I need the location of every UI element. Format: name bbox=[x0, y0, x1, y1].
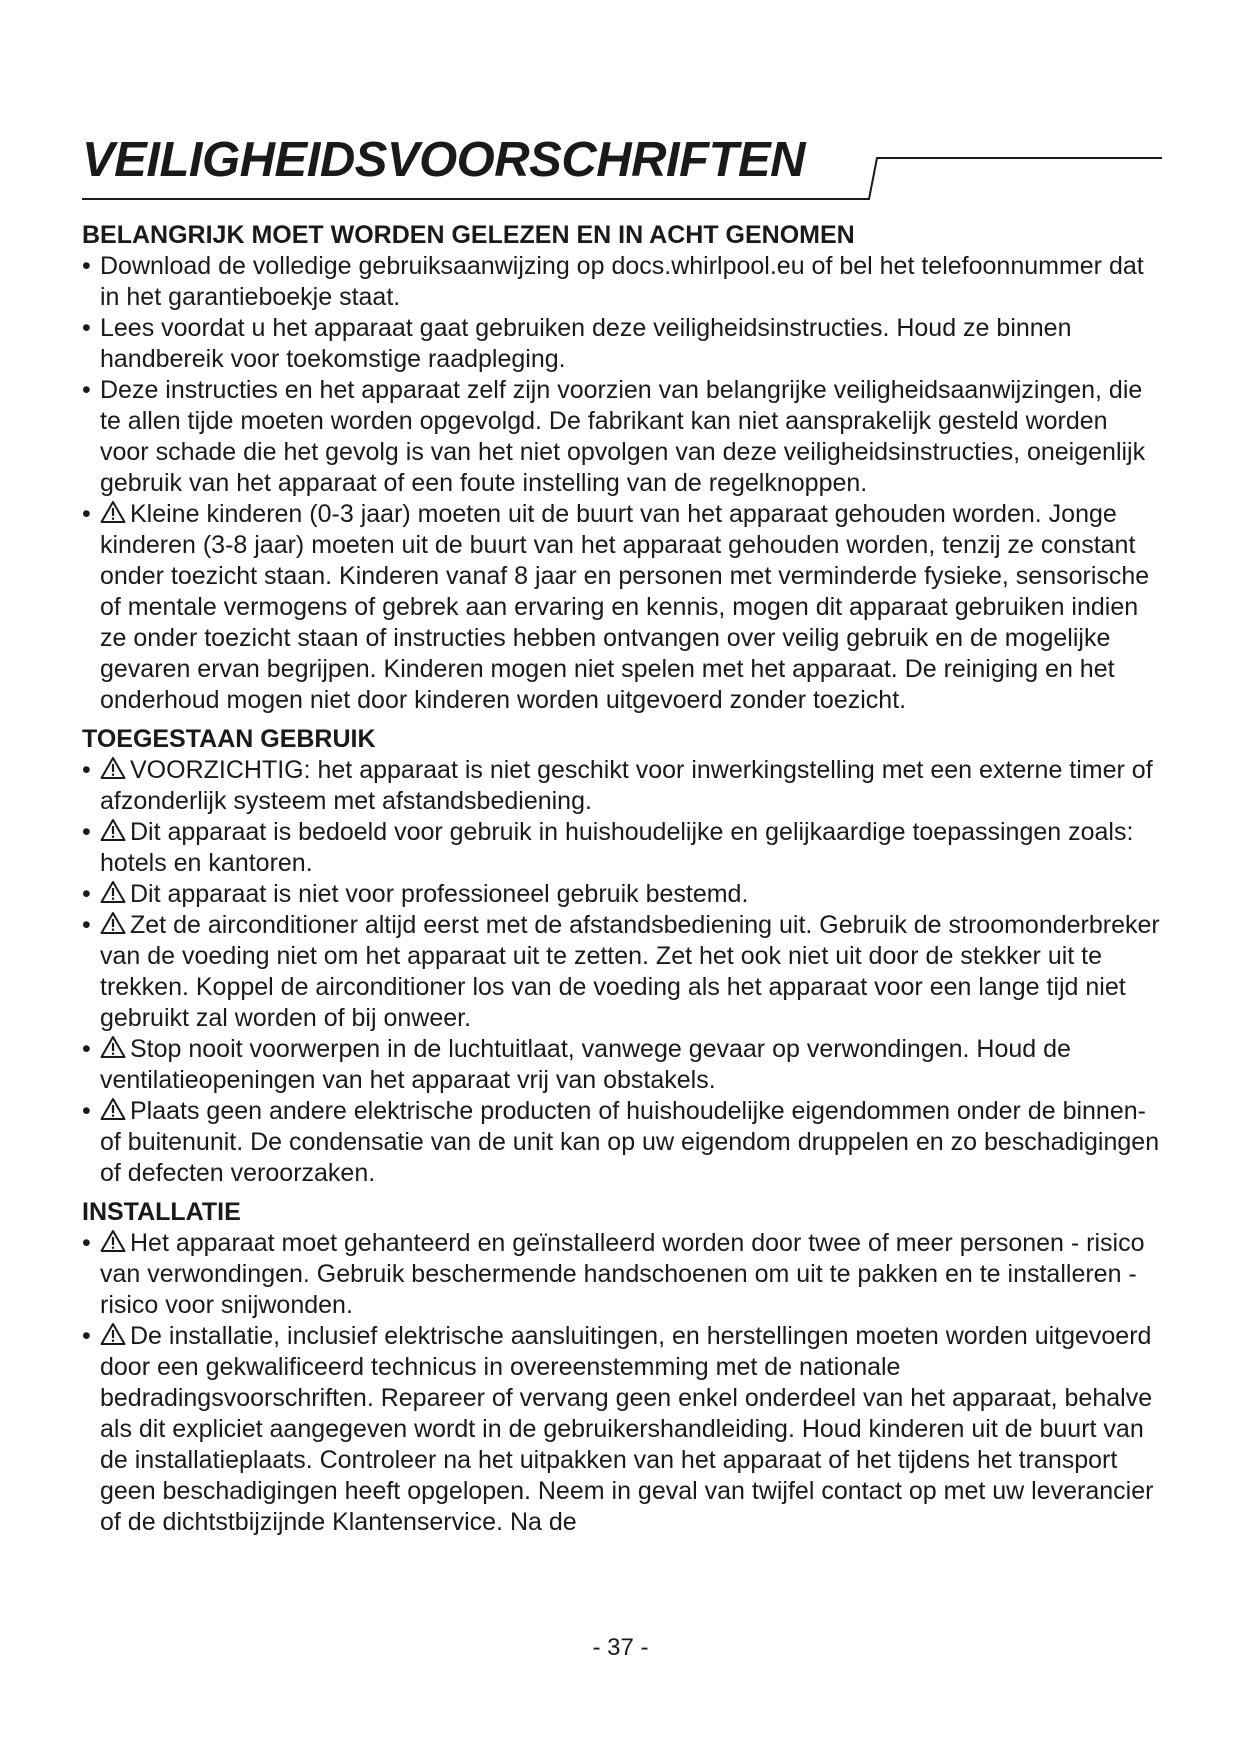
list-item bbox=[82, 251, 1162, 313]
section-heading: INSTALLATIE bbox=[82, 1198, 241, 1226]
bullet-icon: • bbox=[82, 1097, 91, 1125]
warning-icon bbox=[100, 1229, 126, 1253]
item-text: Lees voordat u het apparaat gaat gebruiken deze veiligheidsinstructies. Houd ze binnen handbereik voor toekomstige raadpleging. bbox=[100, 314, 1072, 373]
item-text: Download de volledige gebruiksaanwijzing op docs.whirlpool.eu of bel het telefoonnummer dat in het garantieboekje staat. bbox=[100, 252, 1144, 311]
section bbox=[82, 1197, 1162, 1538]
page-header bbox=[82, 128, 1162, 208]
bullet-list bbox=[82, 1228, 1162, 1538]
warning-icon bbox=[100, 1035, 126, 1059]
item-text: Dit apparaat is niet voor professioneel gebruik bestemd. bbox=[130, 880, 749, 908]
item-text: Deze instructies en het apparaat zelf zijn voorzien van belangrijke veiligheidsaanwijzingen, die te allen tijde moeten worden opgevolgd. De fabrikant kan niet aansprakelijk gesteld worden voor schade die het gevolg is van het niet opvolgen van deze veiligheidsinstructies, oneigenlijk gebruik van het apparaat of een foute instelling van de regelknoppen. bbox=[100, 376, 1146, 497]
list-item bbox=[82, 879, 1162, 910]
item-text: Het apparaat moet gehanteerd en geïnstalleerd worden door twee of meer personen - risico van verwondingen. Gebruik beschermende handschoenen om uit te pakken en te installeren - risico voor snijwonden. bbox=[100, 1229, 1145, 1319]
bullet-icon: • bbox=[82, 376, 91, 404]
bullet-list bbox=[82, 251, 1162, 716]
item-text: Zet de airconditioner altijd eerst met de afstandsbediening uit. Gebruik de stroomonderbreker van de voeding niet om het apparaat uit te zetten. Zet het ook niet uit door de stekker uit te trekken. Koppel de airconditioner los van de voeding als het apparaat voor een lange tijd niet gebruikt zal worden of bij onweer. bbox=[100, 911, 1160, 1032]
item-text: Plaats geen andere elektrische producten of huishoudelijke eigendommen onder de binnen- of buitenunit. De condensatie van de unit kan op uw eigendom druppelen en zo beschadigingen of defecten veroorzaken. bbox=[100, 1097, 1160, 1187]
bullet-icon: • bbox=[82, 818, 91, 846]
item-text: Dit apparaat is bedoeld voor gebruik in huishoudelijke en gelijkaardige toepassingen zoals: hotels en kantoren. bbox=[100, 818, 1134, 877]
warning-icon bbox=[100, 880, 126, 904]
list-item bbox=[82, 313, 1162, 375]
bullet-icon: • bbox=[82, 314, 91, 342]
bullet-icon: • bbox=[82, 1322, 91, 1350]
bullet-list bbox=[82, 755, 1162, 1189]
bullet-icon: • bbox=[82, 1035, 91, 1063]
document-body bbox=[82, 220, 1162, 1546]
warning-icon bbox=[100, 1322, 126, 1346]
bullet-icon: • bbox=[82, 252, 91, 280]
list-item bbox=[82, 499, 1162, 716]
item-text: Stop nooit voorwerpen in de luchtuitlaat, vanwege gevaar op verwondingen. Houd de ventilatieopeningen van het apparaat vrij van obstakels. bbox=[100, 1035, 1071, 1094]
item-text: Kleine kinderen (0-3 jaar) moeten uit de buurt van het apparaat gehouden worden. Jonge kinderen (3-8 jaar) moeten uit de buurt van het apparaat gehouden worden, tenzij ze constant onder toezicht staan. Kinderen vanaf 8 jaar en personen met verminderde fysieke, sensorische of mentale vermogens of gebrek aan ervaring en kennis, mogen dit apparaat gebruiken indien ze onder toezicht staan of instructies hebben ontvangen over veilig gebruik en de mogelijke gevaren ervan begrijpen. Kinderen mogen niet spelen met het apparaat. De reiniging en het onderhoud mogen niet door kinderen worden uitgevoerd zonder toezicht. bbox=[100, 500, 1150, 714]
warning-icon bbox=[100, 500, 126, 524]
list-item bbox=[82, 375, 1162, 499]
list-item bbox=[82, 817, 1162, 879]
warning-icon bbox=[100, 756, 126, 780]
list-item bbox=[82, 1228, 1162, 1321]
section bbox=[82, 220, 1162, 716]
warning-icon bbox=[100, 1097, 126, 1121]
page-number: - 37 - bbox=[592, 1634, 649, 1661]
list-item bbox=[82, 1321, 1162, 1538]
list-item bbox=[82, 755, 1162, 817]
bullet-icon: • bbox=[82, 880, 91, 908]
item-text: VOORZICHTIG: het apparaat is niet geschikt voor inwerkingstelling met een externe timer of afzonderlijk systeem met afstandsbediening. bbox=[100, 756, 1153, 815]
bullet-icon: • bbox=[82, 911, 91, 939]
list-item bbox=[82, 1034, 1162, 1096]
item-text: De installatie, inclusief elektrische aansluitingen, en herstellingen moeten worden uitgevoerd door een gekwalificeerd technicus in overeenstemming met de nationale bedradingsvoorschriften. Repareer of vervang geen enkel onderdeel van het apparaat, behalve als dit expliciet aangegeven wordt in de gebruikershandleiding. Houd kinderen uit de buurt van de installatieplaats. Controleer na het uitpakken van het apparaat of het tijdens het transport geen beschadigingen heeft opgelopen. Neem in geval van twijfel contact op met uw leverancier of de dichtstbijzijnde Klantenservice. Na de bbox=[100, 1322, 1154, 1536]
section-heading: TOEGESTAAN GEBRUIK bbox=[82, 725, 376, 753]
bullet-icon: • bbox=[82, 1229, 91, 1257]
section bbox=[82, 724, 1162, 1189]
warning-icon bbox=[100, 818, 126, 842]
page-title: VEILIGHEIDSVOORSCHRIFTEN bbox=[82, 133, 806, 187]
list-item bbox=[82, 1096, 1162, 1189]
bullet-icon: • bbox=[82, 500, 91, 528]
bullet-icon: • bbox=[82, 756, 91, 784]
warning-icon bbox=[100, 911, 126, 935]
list-item bbox=[82, 910, 1162, 1034]
section-heading: BELANGRIJK MOET WORDEN GELEZEN EN IN ACHT GENOMEN bbox=[82, 221, 855, 249]
header-rule bbox=[82, 128, 1162, 208]
